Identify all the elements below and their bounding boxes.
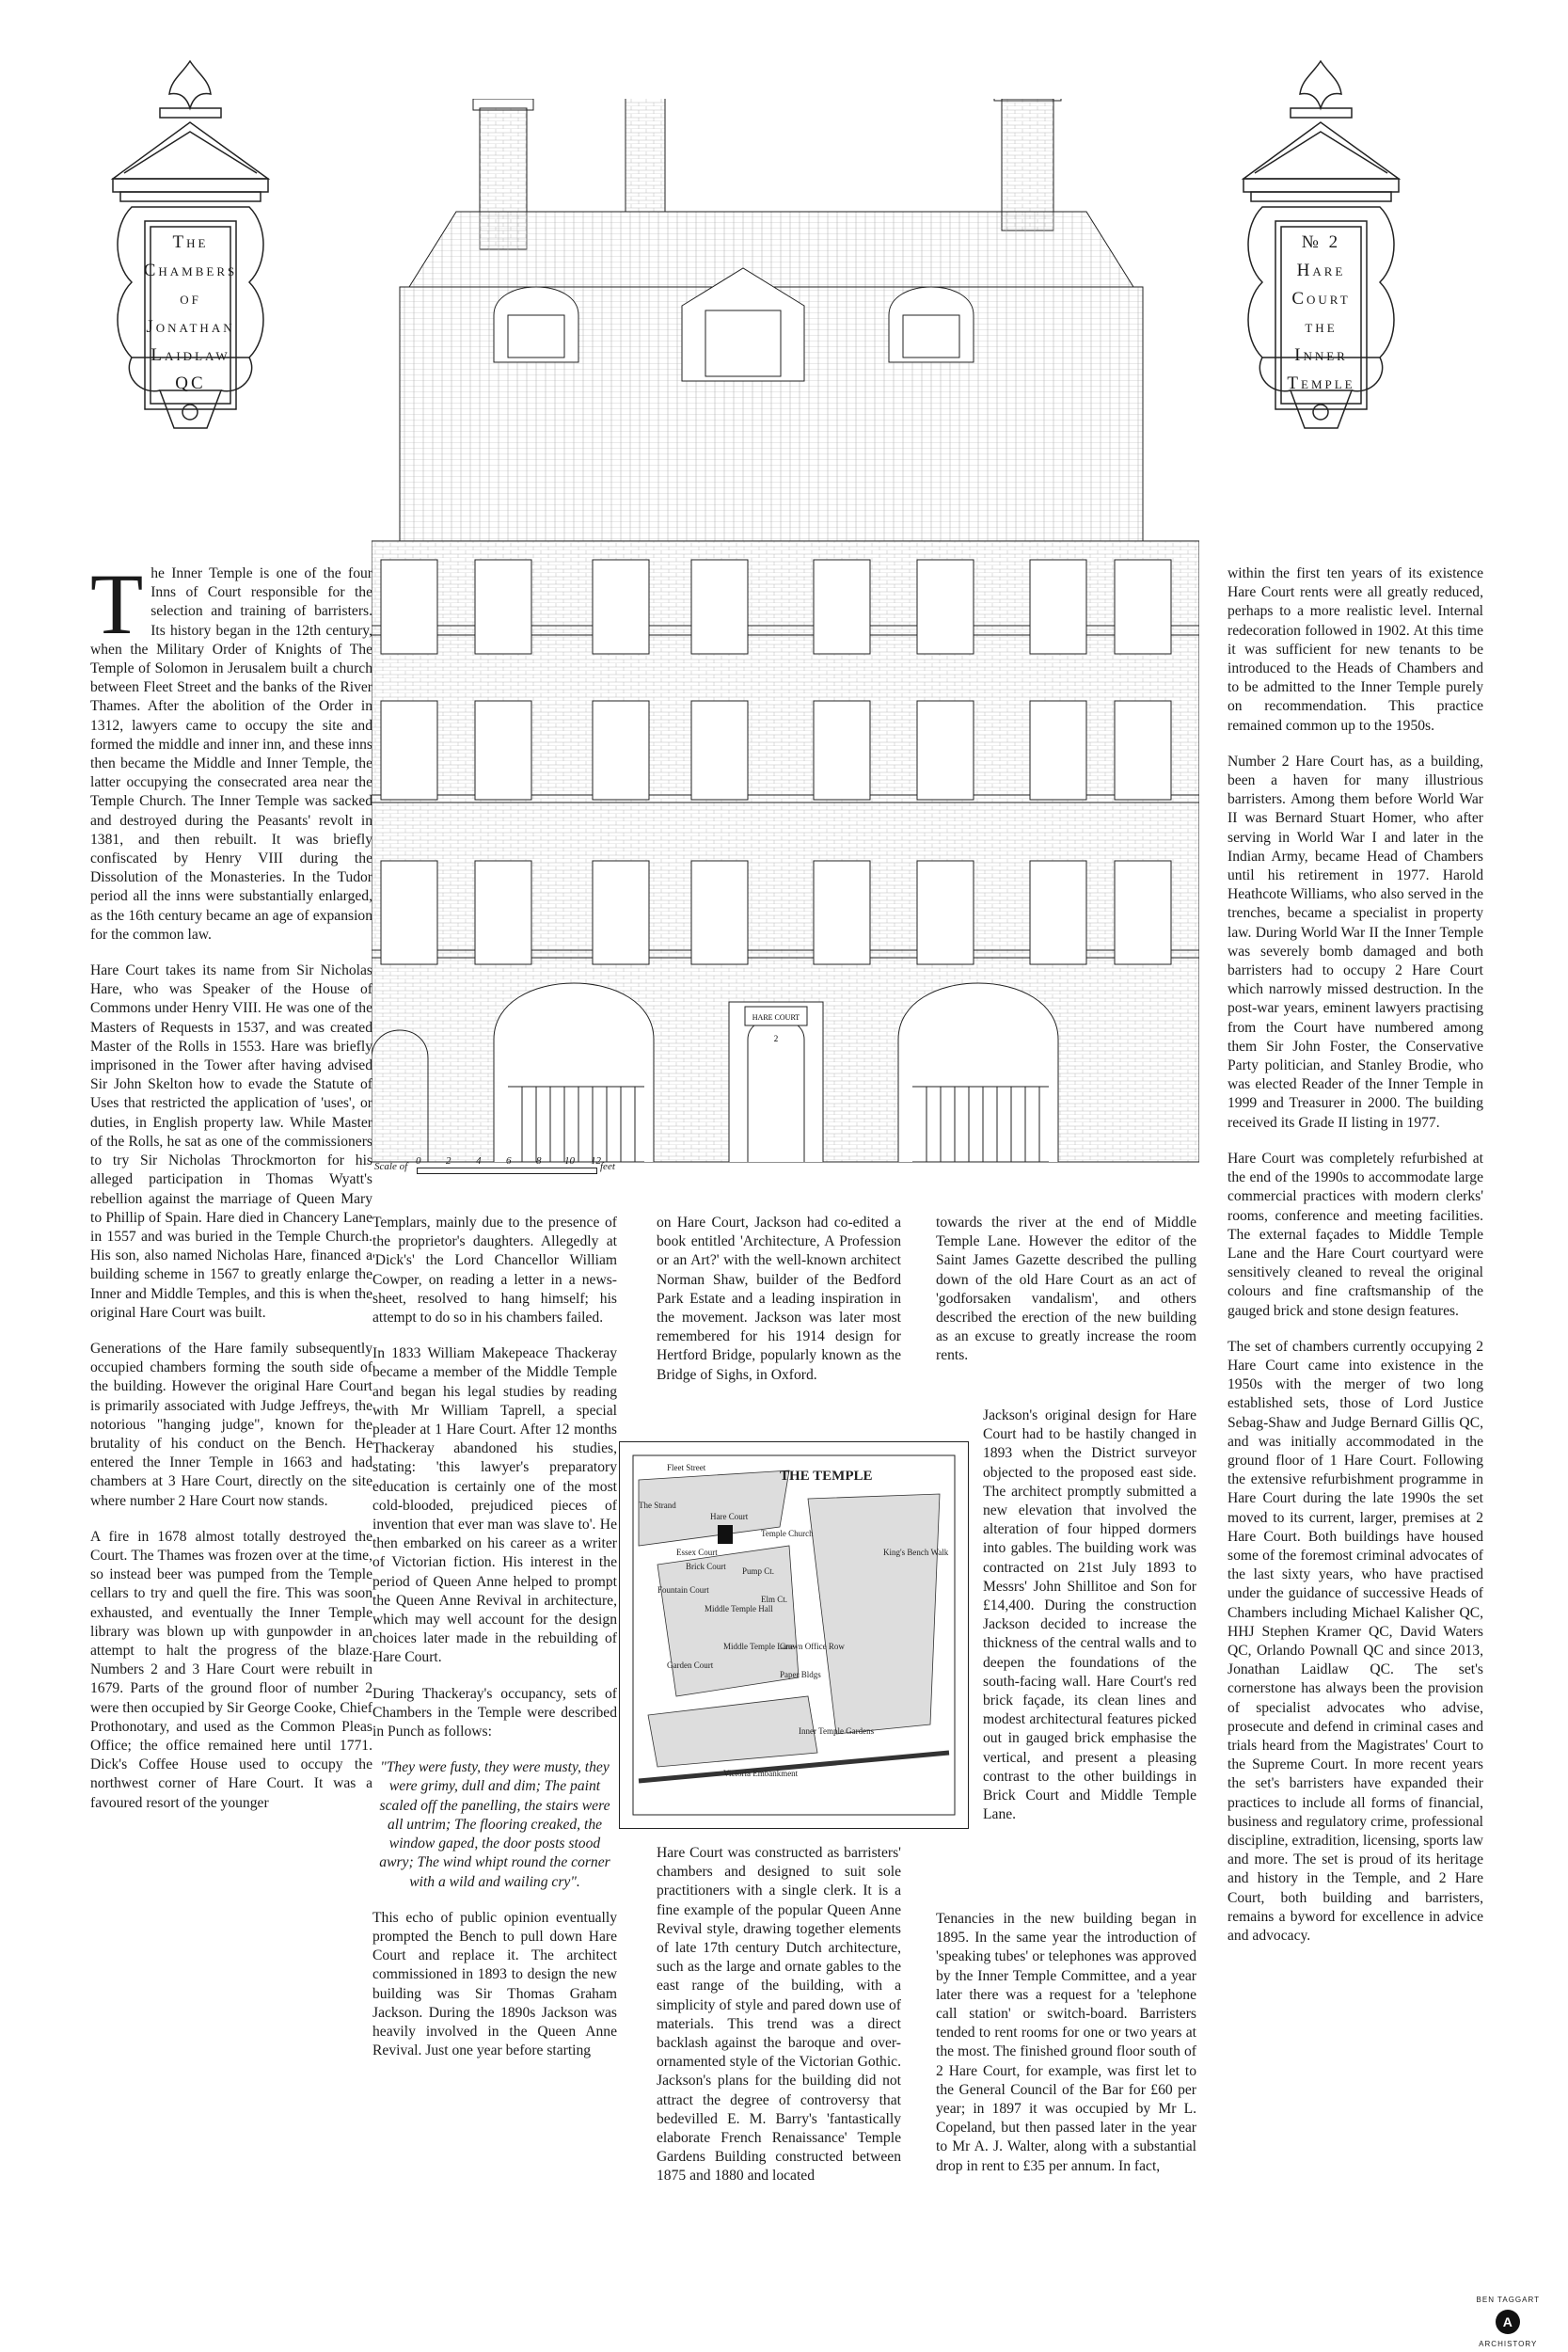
plaque-line: Inner	[1294, 345, 1348, 365]
map-label: Temple Church	[761, 1529, 814, 1538]
right-plaque	[1234, 56, 1408, 433]
scale-label: Scale of	[374, 1161, 408, 1172]
plaque-line: Hare	[1296, 261, 1346, 280]
door-sign: HARE COURT	[752, 1013, 800, 1022]
paragraph: towards the river at the end of Middle Temple Lane. However the editor of the Saint James Gazette described the pulling down of the old Hare Court as an act of 'godforsaken vandalism', and others described the erection of the new building as an excuse to greatly increase the room rents.	[936, 1215, 1196, 1364]
text-column-4-top	[936, 1214, 1196, 1383]
paragraph: Generations of the Hare family subsequently occupied chambers forming the south side of the building. However the original Hare Court is primarily associated with Judge Jeffreys, the notorious "hanging judge", known for the brutality of his conduct on the Bench. He entered the Inner Temple in 1663 and had chambers at 3 Hare Court, directly on the site where number 2 Hare Court now stands.	[90, 1340, 372, 1509]
paragraph: Jackson's original design for Hare Court had to be hastily changed in 1893 when the District surveyor objected to the proposed east side. The architect promptly submitted a new elevation that involved the alteration of four hipped dormers into gables. The building work was contracted on 21st July 1893 to Messrs' John Shillitoe and Son for £14,400. During the construction Jackson decided to increase the thickness of the central walls and to deepen the foundations of the south-facing wall. Hare Court's red brick façade, its clean lines and modest architectural features picked out in gauged brick emphasise the vertical, and present a pleasing contrast to the other buildings in Brick Court and Middle Temple Lane.	[983, 1407, 1196, 1823]
map-label: Brick Court	[686, 1562, 726, 1571]
paragraph: During Thackeray's occupancy, sets of Chambers in the Temple were described in Punch as follows:	[372, 1685, 617, 1740]
paragraph	[90, 556, 372, 945]
text-column-2	[372, 1214, 617, 2077]
paragraph: Tenancies in the new building began in 1895. In the same year the introduction of 'speaking tubes' or telephones was approved by the Inner Temple Committee, and a year later there was a request for a 'telephone call station' or switch-board. Barristers tended to rent rooms for one or two years at the most. The finished ground floor south of 2 Hare Court, for example, was first let to the General Council of the Bar for £60 per year; in 1897 it was occupied by Mr L. Copeland, but then passed later in the year to Mr A. J. Walter, along with a substantial drop in rent to £35 per annum. In fact,	[936, 1911, 1196, 2174]
scale-tick: 2	[446, 1155, 451, 1167]
plaque-line: Temple	[1287, 373, 1355, 393]
map-label: Fleet Street	[667, 1463, 706, 1472]
credit-author: BEN TAGGART	[1476, 2296, 1540, 2304]
map-label: Essex Court	[676, 1548, 718, 1557]
paragraph: Templars, mainly due to the presence of the proprietor's daughters. Allegedly at 'Dick's' the Lord Chancellor William Cowper, on reading a letter in a news-sheet, resolved to hang himself; his attempt to do so in his chambers failed.	[372, 1215, 617, 1327]
scale-unit: feet	[600, 1161, 615, 1172]
plaque-line: № 2	[1301, 232, 1341, 252]
map-label: Paper Bldgs	[780, 1670, 821, 1679]
paragraph: Hare Court takes its name from Sir Nicholas Hare, who was Speaker of the House of Commons under Henry VIII. He was one of the Masters of Requests in 1537, and was created Master of the Rolls in 1553. Hare was briefly imprisoned in the Tower after having advised Sir John Skelton how to evade the Statute of Uses that restricted the application of 'uses', or duties, in English property law. While Master of the Rolls, he sat as one of the commissioners to try Sir Nicholas Throckmorton for his alleged participation in Thomas Wyatt's rebellion against the marriage of Queen Mary to Phillip of Spain. Hare died in Chancery Lane in 1557 and was buried in the Temple Church. His son, also named Nicholas Hare, financed a building scheme in 1567 to greatly enlarge the Inner and Middle Temples, and this is when the original Hare Court was built.	[90, 962, 372, 1321]
paragraph-text: he Inner Temple is one of the four Inns of Court responsible for the selection and training of barristers. Its history began in the 12th century, when the Military Order of Knights of The Temple of Solomon in Jerusalem built a church between Fleet Street and the banks of the River Thames. After the abolition of the Order in 1312, lawyers came to occupy the site and formed the middle and inner inn, and these inns then became the Middle and Inner Temple, the latter occupying the consecrated area near the Temple Church. The Inner Temple was sacked and destroyed during the Peasants' revolt in 1381, and then rebuilt. It was briefly confiscated by Henry VIII during the Dissolution of the Monasteries. In the Tudor period all the inns were substantially enlarged, as the 16th century became an age of expansion for the common law.	[90, 565, 372, 943]
map-label: Middle Temple Hall	[705, 1604, 773, 1613]
map-title: THE TEMPLE	[780, 1469, 873, 1484]
logo-mark: A	[1502, 2314, 1513, 2329]
map-label: Fountain Court	[657, 1585, 709, 1595]
right-plaque-text	[1272, 229, 1370, 398]
paragraph: Hare Court was constructed as barristers' chambers and designed to suit sole practitioners with a single clerk. It is a fine example of the popular Queen Anne Revival style, drawing together elements of late 17th century Dutch architecture, such as the large and ornate gables to the east range of the building, with a simplicity of style and pared down use of materials. This trend was a direct backlash against the baroque and over-ornamented style of the Victorian Gothic. Jackson's plans for the building did not attract the degree of controversy that bedevilled E. M. Barry's 'fantastically elaborate French Renaissance' Temple Gardens Building constructed between 1875 and 1880 and located	[657, 1845, 901, 2185]
map-label: Inner Temple Gardens	[799, 1726, 875, 1736]
map-label: Victoria Embankment	[723, 1769, 799, 1778]
drop-cap: T	[90, 556, 144, 652]
map-label: Elm Ct.	[761, 1595, 788, 1604]
paragraph: The set of chambers currently occupying 2 Hare Court came into existence in the 1950s with the merger of two long established sets, those of Lord Justice Sebag-Shaw and Judge Bernard Gillis QC, and was initially accommodated in the ground floor of 1 Hare Court. Following the extensive refurbishment programme in Hare Court during the late 1990s the set moved to its current, larger, premises at 2 Hare Court. Both buildings have housed some of the foremost criminal advocates of the last sixty years, who have practised under the guidance of successive Heads of Chambers including Michael Kalisher QC, HHJ Stephen Kramer QC, David Waters QC, Orlando Pownall QC and since 2013, Jonathan Laidlaw QC. The set's cornerstone has always been the provision of specialist advocates who advise, prosecute and defend in criminal cases and trials heard from the Magistrates' Court to the Supreme Court. In more recent years the set's barristers have expanded their practices to include all forms of financial, business and regulatory crime, professional discipline, extradition, licensing, sports law and more. The set is proud of its heritage and history in the Temple, and 2 Hare Court, both building and barristers, remains a byword for excellence in advice and advocacy.	[1227, 1338, 1483, 1945]
paragraph: within the first ten years of its existence Hare Court rents were all greatly reduced, perhaps to a more realistic level. Internal redecoration followed in 1902. At this time it was sufficient for new tenants to be introduced to the Heads of Chambers and to be admitted to the Inner Temple purely on recommendation. This practice remained common up to the 1950s.	[1227, 565, 1483, 734]
paragraph: A fire in 1678 almost totally destroyed the Court. The Thames was frozen over at the time, so instead beer was pumped from the Temple cellars to try and quell the fire. This was soon exhausted, and eventually the Inner Temple library was blown up with gunpowder in an attempt to halt the progress of the blaze. Numbers 2 and 3 Hare Court were rebuilt in 1679. Parts of the ground floor of number 2 were then occupied by Sir George Cooke, Chief Prothonotary, and used as the Common Pleas Office; the office remained here until 1771. Dick's Coffee House used to occupy the northwest corner of Hare Court. It was a favoured resort of the younger	[90, 1528, 372, 1811]
map-label: King's Bench Walk	[883, 1548, 949, 1557]
scale-tick: 4	[476, 1155, 482, 1167]
paragraph: Number 2 Hare Court has, as a building, been a haven for many illustrious barristers. Among them before World War II was Bernard Stuart Homer, who after serving in World War I and later in the Indian Army, became Head of Chambers until his retirement in 1977. Harold Heathcote Williams, who also served in the trenches, became a specialist in property law. During World War II the Inner Temple was severely bomb damaged and both barristers had to occupy 2 Hare Court which narrowly missed destruction. In the post-war years, eminent lawyers practising from the Court have numbered among them Sir John Foster, the Conservative Party politician, and Stanley Brodie, who was elected Reader of the Inner Temple in 1999 and Treasurer in 2000. The building received its Grade II listing in 1977.	[1227, 753, 1483, 1131]
archistory-logo-icon	[1496, 2310, 1520, 2334]
plaque-line: Jonathan	[146, 317, 235, 337]
plaque-line: the	[1305, 317, 1338, 337]
map-label: Pump Ct.	[742, 1566, 775, 1576]
paragraph: on Hare Court, Jackson had co-edited a book entitled 'Architecture, A Profession or an Art?' with the well-known architect Norman Shaw, builder of the Bedford Park Estate and a leading inspiration in the movement. Jackson was later most remembered for his 1914 design for Hertford Bridge, popularly known as the Bridge of Sighs, in Oxford.	[657, 1215, 901, 1383]
plaque-line: The	[172, 232, 209, 252]
temple-map	[619, 1441, 969, 1829]
text-column-3-top	[657, 1214, 901, 1402]
text-column-4-lower	[936, 1910, 1196, 2193]
map-label: The Strand	[639, 1501, 676, 1510]
plaque-line: Laidlaw	[150, 345, 230, 365]
text-column-4-bottom	[983, 1406, 1196, 1841]
text-column-3-bottom	[657, 1844, 901, 2203]
paragraph: In 1833 William Makepeace Thackeray became a member of the Middle Temple and began his legal studies by reading with Mr William Taprell, a special pleader at 1 Hare Court. After 12 months Thackeray abandoned his studies, stating: 'this lawyer's preparatory education is certainly one of the most cold-blooded, prejudiced pieces of invention that ever man was slave to'. He then embarked on his career as a writer of Victorian fiction. His interest in the period of Queen Anne helped to prompt the Queen Anne Revival in architecture, which may well account for the design choices later made in the rebuilding of Hare Court.	[372, 1345, 617, 1666]
map-label: Middle Temple Lane	[723, 1642, 795, 1651]
map-label: Hare Court	[710, 1512, 749, 1521]
text-column-1	[90, 556, 372, 1830]
paragraph: This echo of public opinion eventually prompted the Bench to pull down Hare Court and replace it. The architect commissioned in 1893 to design the new building was Sir Thomas Graham Jackson. During the 1890s Jackson was heavily involved in the Queen Anne Revival. Just one year before starting	[372, 1909, 617, 2059]
map-label: Garden Court	[667, 1661, 714, 1670]
map-label: Crown Office Row	[780, 1642, 845, 1651]
left-plaque-text	[141, 229, 240, 398]
paragraph: Hare Court was completely refurbished at the end of the 1990s to accommodate large commercial practices with modern clerks' rooms, conference and meeting facilities. The external façades to Middle Temple Lane and the Hare Court courtyard were sensitively cleaned to reveal the original colours and fine craftsmanship of the gauged brick and stone design features.	[1227, 1150, 1483, 1319]
plaque-line: Court	[1291, 289, 1351, 309]
scale-tick: 0	[416, 1155, 421, 1167]
building-facade-illustration	[372, 99, 1199, 1176]
map-drawing	[620, 1442, 968, 1828]
drawing-scale	[374, 1155, 619, 1184]
punch-quote: "They were fusty, they were musty, they were grimy, dull and dim; The paint scaled off the panelling, the stairs were all untrim; The flooring creaked, the window gaped, the door posts stood awry; The wind whipt round the corner with a wild and wailing cry".	[379, 1759, 610, 1890]
scale-tick: 6	[506, 1155, 512, 1167]
plaque-line: QC	[175, 373, 206, 393]
scale-tick: 10	[564, 1155, 575, 1167]
plaque-line: of	[180, 289, 201, 309]
left-plaque	[103, 56, 277, 433]
scale-tick: 12	[591, 1155, 601, 1167]
plaque-line: Chambers	[143, 261, 238, 280]
door-number: 2	[773, 1034, 779, 1043]
scale-tick: 8	[536, 1155, 542, 1167]
credit-studio: ARCHISTORY	[1479, 2340, 1538, 2348]
text-column-5	[1227, 564, 1483, 1963]
credit	[1477, 2296, 1540, 2348]
